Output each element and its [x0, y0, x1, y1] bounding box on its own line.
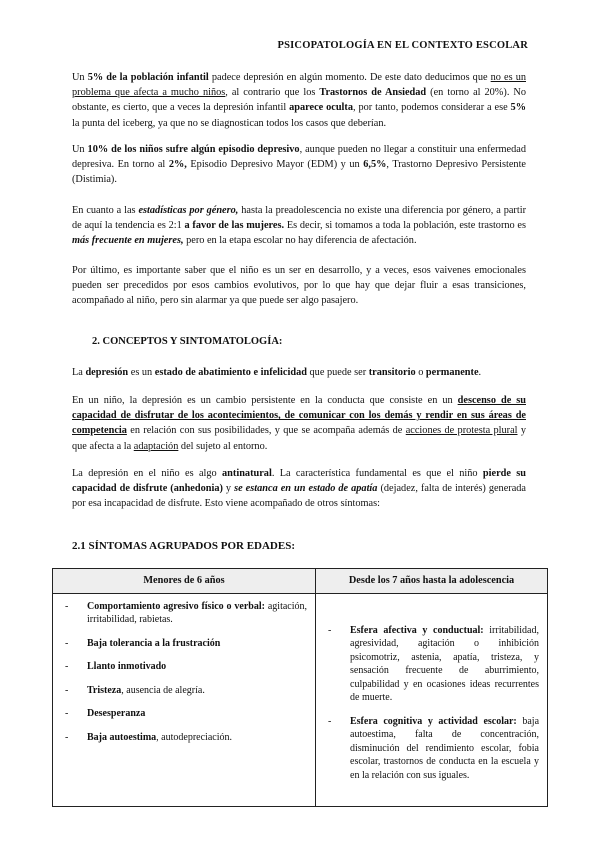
- text-span: Episodio Depresivo Mayor (EDM) y un: [186, 159, 364, 171]
- symptom-description: , autodepreciación.: [156, 731, 232, 743]
- bold-span: depresión: [85, 367, 129, 378]
- symptom-description: baja autoestima, falta de concentración, disminución del rendimiento escolar, fobia escolar, trastornos de conducta en la escuela y en la relación con sus iguales.: [350, 715, 540, 781]
- bold-span: de la población infantil: [106, 72, 209, 83]
- bold-span: a favor de las mujeres.: [184, 220, 285, 232]
- dash-bullet: -: [328, 715, 332, 727]
- text-span: (en torno al 20%). No obstante, es cierto, que a veces la depresión infantil: [72, 87, 526, 114]
- bold-span: 2%,: [168, 159, 187, 171]
- symptom-label: Comportamiento agresivo físico o verbal:: [87, 600, 265, 612]
- paragraph-child-depression: [72, 393, 526, 454]
- text-span: pero en la etapa escolar no hay diferencia de afectación.: [183, 235, 417, 247]
- text-span: Un: [72, 144, 88, 155]
- text-span: es un: [128, 367, 155, 378]
- text-span: Un: [72, 72, 88, 83]
- symptom-description: , ausencia de alegría.: [121, 684, 205, 696]
- symptom-label: Esfera afectiva y conductual:: [350, 624, 484, 636]
- dash-bullet: -: [65, 684, 69, 696]
- text-span: .: [478, 367, 482, 378]
- dash-bullet: -: [65, 637, 69, 649]
- bold-span: antinatural: [222, 468, 272, 479]
- bold-span: de los niños sufre algún episodio depresivo: [111, 144, 300, 155]
- symptom-item: [61, 600, 307, 627]
- symptom-item: [61, 660, 307, 674]
- paragraph-gender: [72, 203, 526, 249]
- symptoms-cell-7-to-adolescence: [316, 593, 548, 807]
- bold-span: Trastornos de Ansiedad: [319, 87, 427, 99]
- text-span: y: [222, 483, 235, 495]
- paragraph-anhedonia: [72, 466, 526, 512]
- paragraph-episodes: [72, 142, 526, 188]
- text-span: del sujeto al entorno.: [178, 440, 268, 452]
- dash-bullet: -: [328, 624, 332, 636]
- symptoms-cell-under-6: [53, 593, 316, 807]
- paragraph-definition: [72, 365, 526, 380]
- text-span: , Trastorno Depresivo Persistente (Distimia).: [72, 159, 527, 186]
- symptom-item: [324, 715, 539, 783]
- bold-underlined-span: descenso de su capacidad de disfrutar de los acontecimientos, de comunicar con los demás y rendir en sus áreas de competencia: [72, 395, 526, 437]
- text-span: La: [72, 367, 86, 378]
- symptom-item: [324, 624, 539, 705]
- text-span: . La característica fundamental es que el niño: [271, 468, 483, 479]
- column-header-under-6: Menores de 6 años: [53, 569, 316, 594]
- text-span: padece depresión en algún momento. De este dato deducimos que: [208, 72, 491, 83]
- paragraph-prevalence: [72, 70, 526, 131]
- symptom-item: [61, 707, 307, 721]
- bold-span: permanente: [425, 367, 479, 378]
- bold-span: estado de abatimiento e infelicidad: [154, 367, 307, 378]
- text-span: , por tanto, podemos considerar a ese: [353, 102, 511, 114]
- text-span: que puede ser: [306, 367, 369, 378]
- bold-span: 5%: [510, 102, 526, 114]
- bold-span: transitorio: [368, 367, 416, 378]
- text-span: , aunque pueden no llegar a constituir una enfermedad depresiva. En torno al: [72, 144, 526, 171]
- bold-span: 5%: [87, 72, 104, 83]
- symptom-label: Desesperanza: [87, 708, 146, 719]
- underlined-span: adaptación: [133, 440, 179, 452]
- bold-span: 10%: [87, 144, 109, 155]
- bold-span: aparece oculta: [289, 102, 353, 114]
- symptom-label: Tristeza: [87, 684, 122, 696]
- text-span: y que afecta a la: [72, 425, 527, 452]
- text-span: (dejadez, falta de interés) generada por esa incapacidad de disfrute. Esto viene acompañado de otros síntomas:: [72, 483, 526, 510]
- page-header: PSICOPATOLOGÍA EN EL CONTEXTO ESCOLAR: [277, 40, 528, 51]
- text-span: En cuanto a las: [72, 205, 139, 216]
- symptom-label: Esfera cognitiva y actividad escolar:: [350, 715, 517, 727]
- symptom-description: irritabilidad, agresividad, agitación o inhibición psicomotriz, astenia, apatía, tristeza, y sensación frecuente de aburrimiento, culpabilidad y en ocasiones ideas recurrentes de muerte.: [350, 624, 539, 703]
- bold-span: pierde su capacidad de disfrute (anhedonia): [72, 468, 527, 495]
- dash-bullet: -: [65, 708, 69, 719]
- text-span: , al contrario que los: [225, 87, 320, 99]
- symptom-item: [61, 731, 307, 745]
- symptom-item: [61, 637, 307, 651]
- bold-span: 6,5%: [363, 159, 387, 171]
- paragraph-development: Por último, es importante saber que el niño es un ser en desarrollo, y a veces, esos vaivenes emocionales pueden ser precedidos por esos cambios evolutivos, por lo que hay que dejar fluir a esas transiciones, acompañado al niño, pero sin alarmar ya que puede ser algo pasajero.: [72, 265, 526, 307]
- dash-bullet: -: [65, 600, 69, 612]
- symptom-list: [324, 624, 539, 783]
- bold-italic-span: estadísticas por género,: [138, 205, 239, 216]
- text-span: La depresión en el niño es algo: [72, 468, 223, 479]
- symptoms-table: [52, 568, 548, 807]
- text-span: en relación con sus posibilidades, y que se acompaña además de: [126, 425, 406, 437]
- symptom-label: Baja tolerancia a la frustración: [87, 637, 221, 649]
- text-span: la punta del iceberg, ya que no se diagnostican todos los casos que deberían.: [72, 117, 387, 129]
- underlined-span: acciones de protesta plural: [405, 425, 518, 437]
- symptom-label: Llanto inmotivado: [87, 661, 167, 672]
- text-span: Es decir, si tomamos a toda la población, este trastorno es: [284, 220, 527, 232]
- underlined-span: no es un problema que afecta a mucho niños: [72, 72, 526, 99]
- dash-bullet: -: [65, 731, 69, 743]
- section-title: 2. CONCEPTOS Y SINTOMATOLOGÍA:: [92, 336, 283, 347]
- text-span: En un niño, la depresión es un cambio persistente en la conducta que consiste en un: [72, 395, 458, 406]
- bold-italic-span: más frecuente en mujeres,: [72, 235, 184, 247]
- bold-italic-span: se estanca en un estado de apatía: [234, 483, 378, 495]
- column-header-7-to-adolescence: Desde los 7 años hasta la adolescencia: [316, 569, 548, 594]
- text-span: hasta la preadolescencia no existe una diferencia por género, a partir de aquí la tendencia es 2:1: [72, 205, 527, 232]
- text-span: o: [415, 367, 426, 378]
- subsection-title: 2.1 SÍNTOMAS AGRUPADOS POR EDADES:: [72, 540, 295, 552]
- symptom-description: agitación, irritabilidad, rabietas.: [87, 600, 307, 625]
- symptom-label: Baja autoestima: [87, 731, 157, 743]
- symptom-item: [61, 684, 307, 698]
- dash-bullet: -: [65, 661, 69, 672]
